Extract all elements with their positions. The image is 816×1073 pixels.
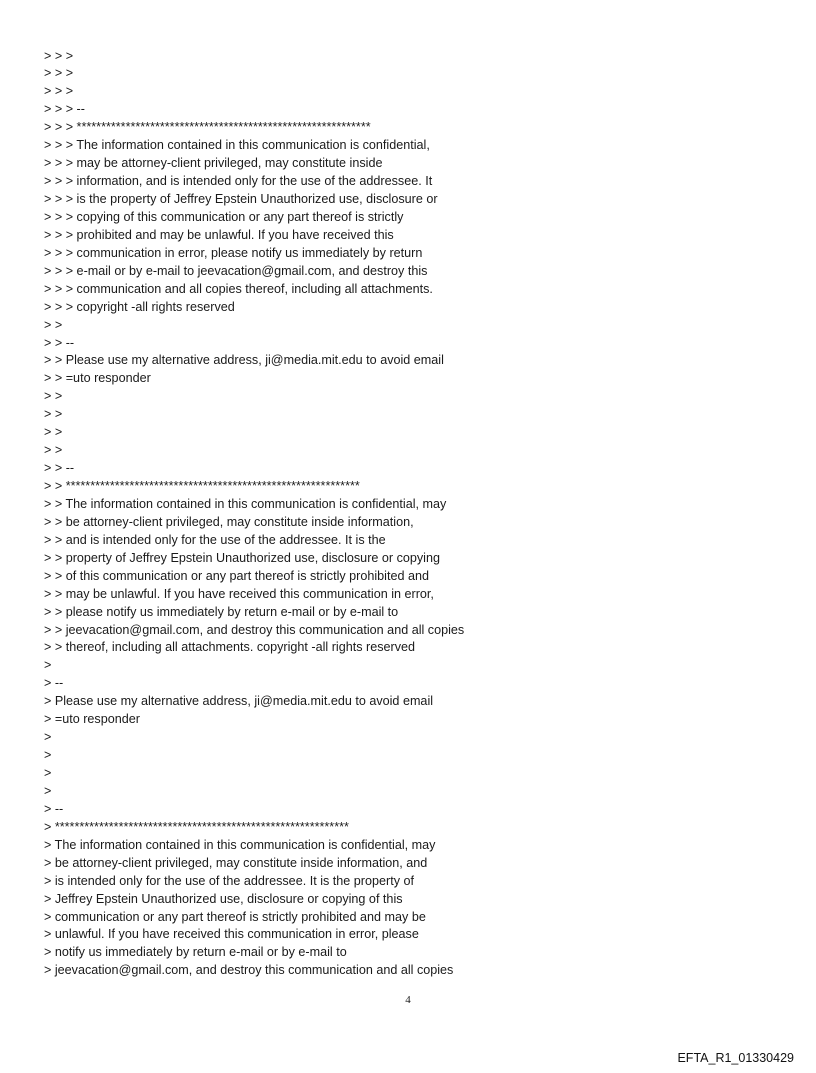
page-number: 4 <box>405 994 411 1006</box>
email-line: > > > is the property of Jeffrey Epstein Unauthorized use, disclosure or <box>44 192 438 206</box>
email-line: > <box>44 766 52 780</box>
email-line: > > please notify us immediately by return e-mail or by e-mail to <box>44 604 399 619</box>
email-line: > unlawful. If you have received this communication in error, please <box>44 927 419 942</box>
email-line: > -- <box>44 801 64 816</box>
email-line: > > and is intended only for the use of the addressee. It is the <box>44 532 386 547</box>
email-line: > -- <box>44 676 64 691</box>
email-line: > > -- <box>44 335 75 350</box>
email-line: > > <box>44 425 63 440</box>
email-line: > > > <box>44 48 74 63</box>
email-line: > Please use my alternative address, ji@media.mit.edu to avoid email <box>44 694 434 709</box>
email-line: > > ************************************************************ <box>44 479 360 493</box>
email-line: > > Please use my alternative address, ji@media.mit.edu to avoid email <box>44 353 444 368</box>
email-line: > > > -- <box>44 102 85 117</box>
email-line: > > thereof, including all attachments. copyright -all rights reserved <box>44 640 416 655</box>
email-line: > Jeffrey Epstein Unauthorized use, disclosure or copying of this <box>44 891 403 906</box>
email-line: > > > e-mail or by e-mail to jeevacation@gmail.com, and destroy this <box>44 263 428 278</box>
email-line: > > > prohibited and may be unlawful. If you have received this <box>44 227 394 242</box>
email-line: > > > <box>44 66 74 81</box>
email-line: > > The information contained in this communication is confidential, may <box>44 496 447 511</box>
email-line: > > > <box>44 84 74 99</box>
email-line: > > be attorney-client privileged, may constitute inside information, <box>44 514 414 529</box>
email-line: > > jeevacation@gmail.com, and destroy this communication and all copies <box>44 622 465 637</box>
email-line: > > > ************************************************************ <box>44 120 371 135</box>
email-line: > > > may be attorney-client privileged, may constitute inside <box>44 156 383 171</box>
email-line: > > > copyright -all rights reserved <box>44 299 235 314</box>
email-line: > > > copying of this communication or any part thereof is strictly <box>44 209 404 224</box>
email-line: > > <box>44 317 63 332</box>
email-line: > > > communication in error, please notify us immediately by return <box>44 245 423 260</box>
email-line: > > > information, and is intended only for the use of the addressee. It <box>44 174 433 189</box>
email-line: > is intended only for the use of the addressee. It is the property of <box>44 873 414 888</box>
email-line: > > =uto responder <box>44 371 151 386</box>
email-line: > =uto responder <box>44 712 140 727</box>
email-body <box>44 48 784 981</box>
email-line: > be attorney-client privileged, may constitute inside information, and <box>44 855 428 870</box>
email-line: > <box>44 658 52 673</box>
email-line: > The information contained in this communication is confidential, may <box>44 837 436 852</box>
email-line: > > property of Jeffrey Epstein Unauthorized use, disclosure or copying <box>44 550 440 565</box>
email-line: > ************************************************************ <box>44 819 349 834</box>
email-line: > > > The information contained in this communication is confidential, <box>44 138 430 153</box>
email-line: > > <box>44 389 63 404</box>
email-line: > <box>44 748 52 763</box>
email-line: > <box>44 783 52 798</box>
bates-number: EFTA_R1_01330429 <box>677 1051 794 1065</box>
email-line: > <box>44 730 52 745</box>
email-line: > > -- <box>44 461 75 476</box>
email-line: > > of this communication or any part thereof is strictly prohibited and <box>44 568 430 583</box>
email-line: > jeevacation@gmail.com, and destroy this communication and all copies <box>44 963 454 978</box>
email-line: > > may be unlawful. If you have received this communication in error, <box>44 586 434 601</box>
email-line: > > <box>44 407 63 422</box>
email-line: > > > communication and all copies thereof, including all attachments. <box>44 281 433 296</box>
email-line: > communication or any part thereof is strictly prohibited and may be <box>44 909 426 924</box>
email-line: > > <box>44 443 63 458</box>
email-line: > notify us immediately by return e-mail or by e-mail to <box>44 945 347 960</box>
